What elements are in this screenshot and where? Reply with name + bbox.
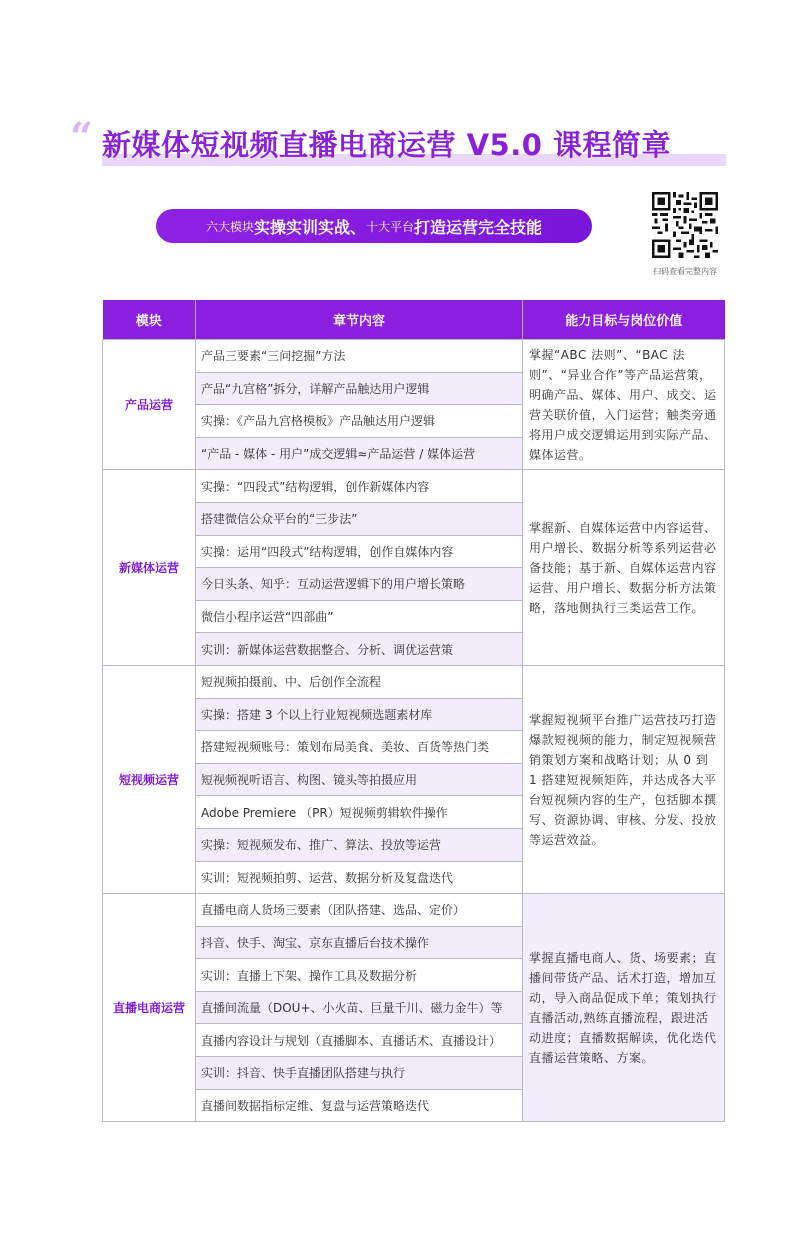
subtitle-part-2: 实操实训实战、 xyxy=(253,217,366,237)
chapter-item: 产品三要素“三问挖掘”方法 xyxy=(196,340,523,373)
header-goals: 能力目标与岗位价值 xyxy=(523,300,725,340)
page-title: 新媒体短视频直播电商运营 V5.0 课程简章 xyxy=(102,128,672,162)
table-row xyxy=(103,665,725,698)
qr-caption: 扫码查看完整内容 xyxy=(653,267,717,276)
table-header-row xyxy=(103,300,725,340)
chapter-item: 搭建短视频账号：策划布局美食、美妆、百货等热门类 xyxy=(196,731,523,764)
chapter-item: 短视频拍摄前、中、后创作全流程 xyxy=(196,665,523,698)
module-name: 产品运营 xyxy=(103,340,196,470)
module-goal: 掌握“ABC 法则”、“BAC 法则”、“异业合作”等产品运营策，明确产品、媒体、用户、成交、运营关联价值，入门运营；触类旁通将用户成交逻辑运用到实际产品、媒体运营。 xyxy=(523,340,725,470)
table-row xyxy=(103,894,725,927)
quote-mark: “ xyxy=(70,114,94,161)
table-row xyxy=(103,340,725,373)
chapter-item: 产品“九宫格”拆分，详解产品触达用户逻辑 xyxy=(196,372,523,405)
chapter-item: 短视频视听语言、构图、镜头等拍摄应用 xyxy=(196,763,523,796)
course-table xyxy=(102,300,725,1122)
subtitle-part-1: 六大模块 xyxy=(205,219,254,234)
subtitle-part-4: 打造运营完全技能 xyxy=(414,217,543,237)
module-goal: 掌握直播电商人、货、场要素；直播间带货产品、话术打造，增加互动，导入商品促成下单；策划执行直播活动,熟练直播流程，跟进活动进度；直播数据解读，优化迭代直播运营策略、方案。 xyxy=(523,894,725,1122)
module-name: 直播电商运营 xyxy=(103,894,196,1122)
chapter-item: 直播内容设计与规划（直播脚本、直播话术、直播设计） xyxy=(196,1024,523,1057)
chapter-item: “产品 - 媒体 - 用户”成交逻辑≈产品运营 / 媒体运营 xyxy=(196,437,523,470)
chapter-item: 实操：短视频发布、推广、算法、投放等运营 xyxy=(196,828,523,861)
chapter-item: 实操：《产品九宫格模板》产品触达用户逻辑 xyxy=(196,405,523,438)
table-row xyxy=(103,470,725,503)
chapter-item: 实训：直播上下架、操作工具及数据分析 xyxy=(196,959,523,992)
chapter-item: 实训：新媒体运营数据整合、分析、调优运营策 xyxy=(196,633,523,666)
module-name: 短视频运营 xyxy=(103,665,196,893)
module-name: 新媒体运营 xyxy=(103,470,196,666)
chapter-item: 实操：“四段式”结构逻辑，创作新媒体内容 xyxy=(196,470,523,503)
subtitle-part-3: 十大平台 xyxy=(366,219,415,234)
title-block xyxy=(102,126,726,170)
chapter-item: 直播间数据指标定维、复盘与运营策略迭代 xyxy=(196,1089,523,1122)
header-module: 模块 xyxy=(103,300,196,340)
subtitle-banner xyxy=(156,209,592,243)
chapter-item: 实训：短视频拍剪、运营、数据分析及复盘迭代 xyxy=(196,861,523,894)
header-chapters: 章节内容 xyxy=(196,300,523,340)
chapter-item: 直播间流量（DOU+、小火苗、巨量千川、磁力金牛）等 xyxy=(196,991,523,1024)
chapter-item: 实训：抖音、快手直播团队搭建与执行 xyxy=(196,1057,523,1090)
chapter-item: 抖音、快手、淘宝、京东直播后台技术操作 xyxy=(196,926,523,959)
chapter-item: 实操：运用“四段式”结构逻辑，创作自媒体内容 xyxy=(196,535,523,568)
chapter-item: 今日头条、知乎：互动运营逻辑下的用户增长策略 xyxy=(196,568,523,601)
chapter-item: 实操：搭建 3 个以上行业短视频选题素材库 xyxy=(196,698,523,731)
chapter-item: Adobe Premiere （PR）短视频剪辑软件操作 xyxy=(196,796,523,829)
qr-code-icon[interactable] xyxy=(652,192,718,258)
module-goal: 掌握新、自媒体运营中内容运营、用户增长、数据分析等系列运营必备技能；基于新、自媒体运营内容运营、用户增长、数据分析方法策略，落地侧执行三类运营工作。 xyxy=(523,470,725,666)
chapter-item: 直播电商人货场三要素（团队搭建、选品、定价） xyxy=(196,894,523,927)
chapter-item: 搭建微信公众平台的“三步法” xyxy=(196,502,523,535)
module-goal: 掌握短视频平台推广运营技巧打造爆款短视频的能力，制定短视频营销策划方案和战略计划；从 0 到 1 搭建短视频矩阵，并达成各大平台短视频内容的生产，包括脚本撰写、资源协调、审核、分发、投放等运营效益。 xyxy=(523,665,725,893)
chapter-item: 微信小程序运营“四部曲” xyxy=(196,600,523,633)
